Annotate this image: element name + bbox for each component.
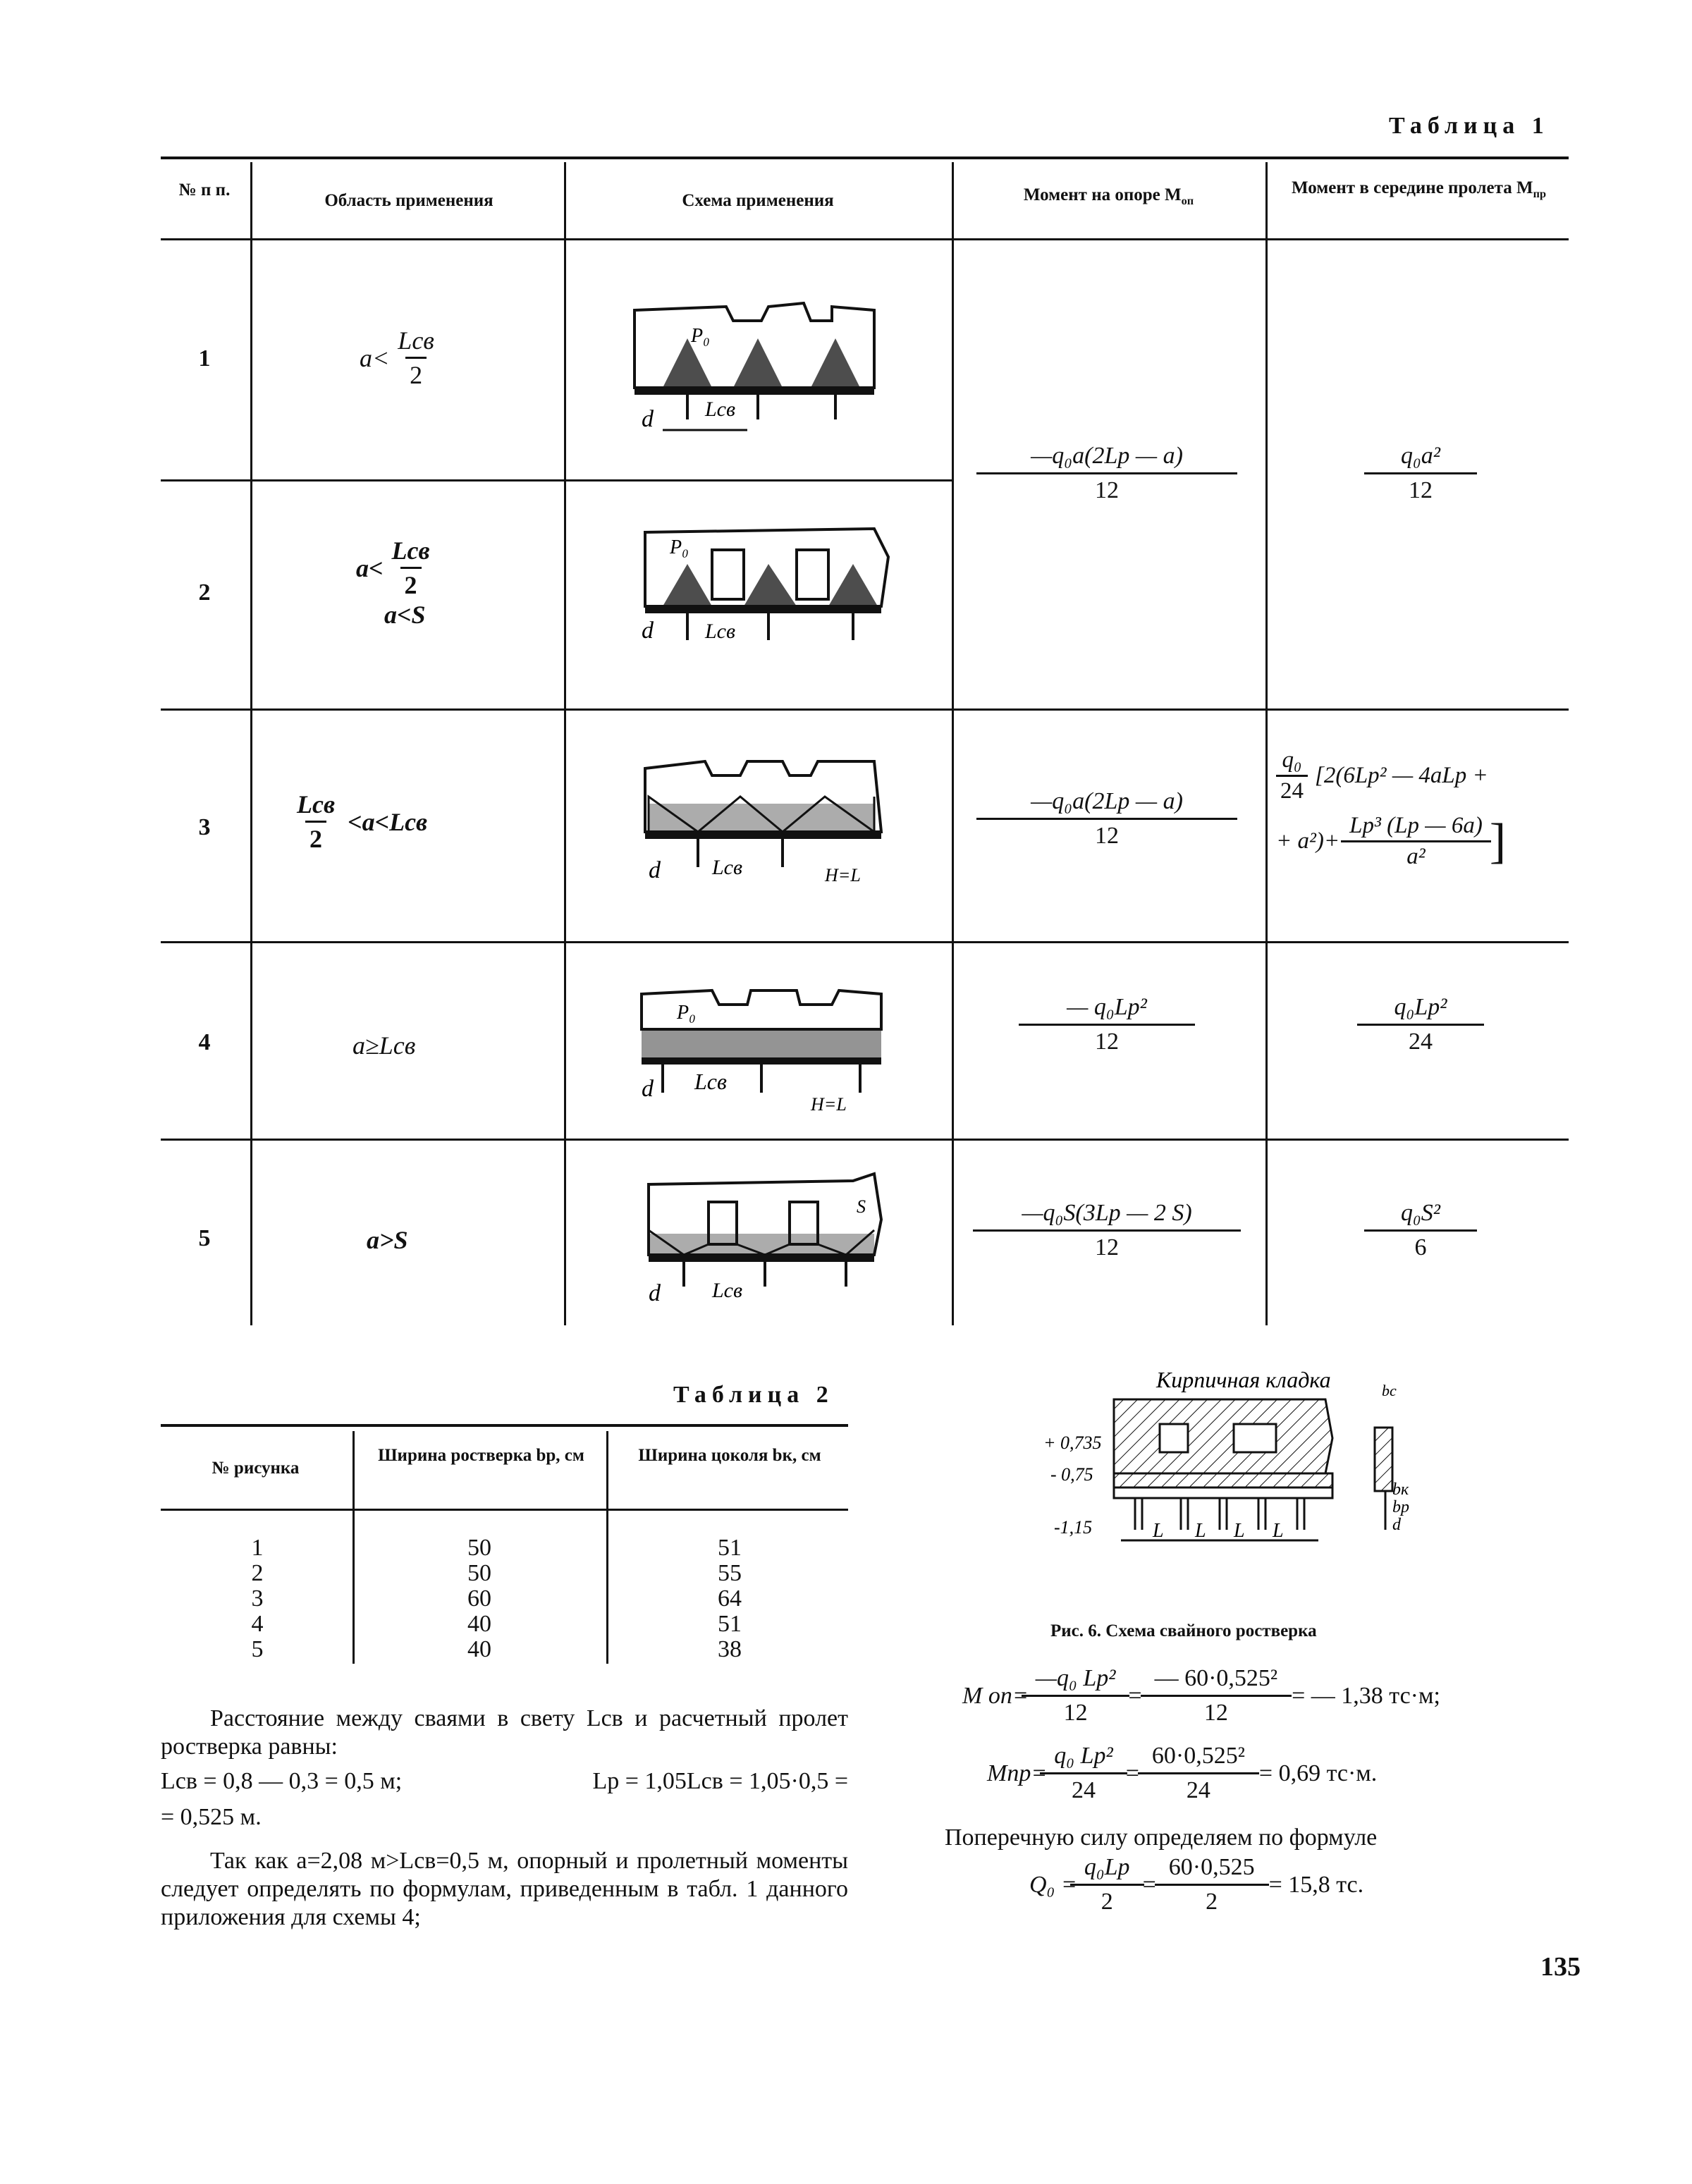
figure-l: L — [1273, 1520, 1284, 1542]
formula-mid-rows12 — [1371, 443, 1470, 504]
formula-den: 12 — [1364, 472, 1477, 504]
table2-header-bk: Ширина цоколя bк, см — [638, 1446, 821, 1465]
eq-fraction — [1029, 1665, 1123, 1726]
eq-fraction — [1047, 1743, 1120, 1804]
label-p0: P₀ — [677, 1002, 696, 1024]
table-cell: 60 — [467, 1585, 491, 1612]
condition-fraction — [293, 790, 339, 854]
formula-line1: [2(6Lp² — 4aLp + — [1315, 763, 1488, 788]
table-cell: 50 — [467, 1560, 491, 1586]
figure-pile-grillage — [1029, 1368, 1424, 1607]
level-bottom: -1,15 — [1054, 1517, 1093, 1538]
eq-fraction — [1077, 1854, 1137, 1915]
table-cell: 50 — [467, 1535, 491, 1561]
eq-result: = 15,8 тс. — [1268, 1871, 1364, 1898]
formula-support-rows12 — [983, 443, 1230, 504]
eq-den: 12 — [1141, 1695, 1292, 1726]
formula-den: 6 — [1364, 1229, 1477, 1261]
eq-fraction — [1145, 1743, 1252, 1804]
table1-row-rule — [161, 941, 1569, 943]
table-cell: 55 — [718, 1560, 742, 1586]
figure-caption: Рис. 6. Схема свайного ростверка — [1050, 1621, 1317, 1640]
formula-support-row3 — [983, 788, 1230, 849]
formula-den: 24 — [1357, 1024, 1484, 1055]
formula-den: 12 — [973, 1229, 1241, 1261]
table2-col-divider — [352, 1431, 355, 1664]
equation-m-pr — [987, 1743, 1377, 1804]
table1-top-rule — [161, 157, 1569, 159]
eq-fraction — [1148, 1665, 1285, 1726]
header-support-moment — [955, 185, 1262, 211]
eq-equals: = — [1142, 1871, 1156, 1898]
table1-col-divider — [250, 162, 252, 1325]
label-d: d — [642, 1076, 654, 1102]
fraction-den: 2 — [400, 567, 422, 600]
paragraph-since: Так как a=2,08 м>Lсв=0,5 м, опорный и пролетный моменты следует определять по формулам, приведенным в табл. 1 данного приложения для схемы 4; — [161, 1848, 848, 1930]
table-cell: 2 — [251, 1560, 264, 1586]
fraction-num: Lсв — [297, 790, 336, 818]
table1-caption: Таблица 1 — [1389, 113, 1550, 139]
condition-extra: a<S — [384, 601, 426, 629]
q-intro: Поперечную силу определяем по формуле — [945, 1824, 1378, 1851]
formula-num: —q₀S(3Lp — 2 S) — [1022, 1200, 1192, 1226]
table1-col-divider — [564, 162, 566, 1325]
eq-num: 60·0,525 — [1168, 1854, 1255, 1880]
table2-col-bp — [444, 1535, 515, 1662]
condition-a: a< — [360, 343, 390, 372]
label-p0: P₀ — [670, 536, 689, 558]
table2-col-fig — [226, 1535, 289, 1662]
table2-header-fig: № рисунка — [212, 1459, 300, 1478]
eq-den: 2 — [1070, 1884, 1144, 1915]
formula-bracket: ] — [1489, 814, 1507, 869]
condition-row3 — [293, 790, 427, 854]
condition-row5: a>S — [367, 1226, 408, 1254]
table-cell: 64 — [718, 1585, 742, 1612]
scheme-row4 — [620, 973, 902, 1128]
formula-den: 12 — [976, 818, 1237, 849]
table2-top-rule — [161, 1424, 848, 1427]
label-lcb: Lсв — [705, 620, 736, 643]
fraction-num: Lсв — [398, 326, 434, 355]
fraction-den: 2 — [405, 357, 427, 390]
fraction-num: Lсв — [391, 536, 430, 565]
eq-fraction — [1162, 1854, 1262, 1915]
figure-l: L — [1195, 1520, 1206, 1542]
table-cell: 51 — [718, 1535, 742, 1561]
eq-den: 2 — [1155, 1884, 1269, 1915]
eq-lhs: M оп= — [962, 1682, 1029, 1709]
eq-num: q₀ Lp² — [1054, 1743, 1113, 1769]
label-bp: bр — [1392, 1498, 1409, 1516]
formula-num: q₀ — [1282, 747, 1302, 773]
level-mid: - 0,75 — [1050, 1464, 1093, 1485]
table2-header-rule — [161, 1509, 848, 1511]
formula-num: q₀a² — [1400, 443, 1440, 469]
scheme-row1 — [620, 296, 902, 444]
eq-den: 24 — [1138, 1772, 1259, 1804]
paragraph-distance: Расстояние между сваями в свету Lсв и расчетный пролет ростверка равны: — [161, 1705, 848, 1760]
table2-header-bp: Ширина ростверка bр, см — [378, 1446, 584, 1465]
condition-a: a< — [356, 553, 384, 582]
formula-den: 12 — [976, 472, 1237, 504]
eq-num: q₀Lp — [1084, 1854, 1130, 1880]
table1-col-divider — [1265, 162, 1268, 1325]
formula-inner-fraction — [1345, 813, 1487, 870]
formula-mid-row4 — [1364, 994, 1477, 1055]
label-bk: bк — [1392, 1480, 1409, 1499]
table-cell: 3 — [251, 1585, 264, 1612]
table-cell: 40 — [467, 1611, 491, 1637]
paragraph-values — [161, 1768, 848, 1795]
formula-num: — q₀Lp² — [1067, 994, 1147, 1020]
row-number: 2 — [198, 579, 211, 606]
table2-caption: Таблица 2 — [673, 1382, 834, 1408]
table1-row-rule — [161, 708, 1569, 711]
formula-mid-row3 — [1276, 747, 1565, 870]
eq-result: = 0,69 тс·м. — [1258, 1760, 1378, 1786]
header-mid-sub: пр — [1533, 188, 1546, 200]
formula-line2: + a²)+ — [1276, 828, 1340, 854]
formula-num: Lp³ (Lp — 6a) — [1349, 813, 1483, 838]
header-support-sub: оп — [1181, 195, 1194, 207]
eq-result: = — 1,38 тс·м; — [1292, 1682, 1440, 1709]
label-h: H=L — [825, 865, 861, 885]
table2-col-bk — [694, 1535, 765, 1662]
header-mid-text: Момент в середине пролета M — [1291, 178, 1533, 197]
figure-l: L — [1153, 1520, 1164, 1542]
formula-den: 12 — [1019, 1024, 1195, 1055]
paragraph-values-cont: = 0,525 м. — [161, 1804, 262, 1830]
table1-row-rule — [161, 479, 952, 481]
header-support-text: Момент на опоре M — [1023, 185, 1182, 204]
eq-den: 12 — [1022, 1695, 1130, 1726]
label-d: d — [649, 1280, 661, 1306]
label-d: d — [649, 857, 661, 883]
row-number: 1 — [198, 345, 211, 372]
formula-num: q₀S² — [1400, 1200, 1440, 1226]
eq-lhs: Q₀ = — [1029, 1871, 1077, 1898]
formula-support-row4 — [1026, 994, 1188, 1055]
table1-header-rule — [161, 238, 1569, 240]
condition-row4: a≥Lсв — [352, 1031, 416, 1060]
header-num: № п п. — [178, 180, 231, 200]
table-cell: 4 — [251, 1611, 264, 1637]
header-area: Область применения — [324, 191, 494, 210]
row-number: 5 — [198, 1225, 211, 1251]
table1-row-rule — [161, 1139, 1569, 1141]
page-number: 135 — [1540, 1952, 1581, 1982]
value-lcb: Lсв = 0,8 — 0,3 = 0,5 м; — [161, 1768, 403, 1794]
figure-l: L — [1234, 1520, 1245, 1542]
formula-den: 24 — [1276, 775, 1308, 804]
formula-num: q₀Lp² — [1394, 994, 1447, 1020]
formula-mid-row5 — [1371, 1200, 1470, 1261]
header-scheme: Схема применения — [682, 191, 834, 210]
formula-support-row5 — [980, 1200, 1234, 1261]
fraction-den: 2 — [305, 821, 326, 854]
formula-num: —q₀a(2Lp — a) — [1031, 443, 1183, 469]
label-lcb: Lсв — [705, 398, 736, 421]
label-lcb: Lсв — [712, 856, 743, 879]
table-cell: 51 — [718, 1611, 742, 1637]
label-bc: bс — [1382, 1382, 1397, 1399]
eq-den: 24 — [1040, 1772, 1127, 1804]
eq-equals: = — [1128, 1682, 1142, 1709]
table1-col-divider — [952, 162, 954, 1325]
eq-num: 60·0,525² — [1151, 1743, 1245, 1769]
level-top: + 0,735 — [1043, 1433, 1102, 1453]
eq-num: —q₀ Lp² — [1035, 1665, 1116, 1691]
header-mid-moment — [1269, 178, 1569, 204]
label-p0: P₀ — [691, 325, 710, 347]
equation-q — [1029, 1854, 1363, 1915]
condition-extra: <a<Lсв — [348, 807, 428, 836]
label-d: d — [1392, 1516, 1401, 1534]
value-lp: Lр = 1,05Lсв = 1,05·0,5 = — [592, 1768, 848, 1794]
eq-equals: = — [1125, 1760, 1139, 1786]
table-cell: 5 — [251, 1636, 264, 1662]
equation-m-op — [962, 1665, 1440, 1726]
formula-den: a² — [1341, 840, 1491, 870]
label-d: d — [642, 618, 654, 644]
table-cell: 38 — [718, 1636, 742, 1662]
row-number: 4 — [198, 1029, 211, 1055]
label-lcb: Lсв — [712, 1279, 743, 1302]
label-h: H=L — [811, 1094, 847, 1115]
table-cell: 40 — [467, 1636, 491, 1662]
scheme-row2 — [620, 515, 902, 663]
condition-row1 — [360, 326, 439, 390]
label-s: S — [857, 1196, 866, 1217]
label-lcb: Lсв — [694, 1069, 727, 1094]
row-number: 3 — [198, 814, 211, 840]
eq-lhs: Mпр= — [987, 1760, 1048, 1786]
condition-fraction — [388, 536, 434, 600]
figure-title: Кирпичная кладка — [1156, 1368, 1331, 1392]
condition-fraction — [393, 326, 439, 390]
formula-coef — [1276, 747, 1308, 804]
label-d: d — [642, 406, 654, 432]
scheme-row5 — [620, 1163, 902, 1311]
formula-num: —q₀a(2Lp — a) — [1031, 788, 1183, 814]
condition-row2 — [356, 536, 434, 630]
eq-num: — 60·0,525² — [1154, 1665, 1278, 1691]
scheme-row3 — [620, 740, 902, 895]
table2-col-divider — [606, 1431, 608, 1664]
table-cell: 1 — [251, 1535, 264, 1561]
